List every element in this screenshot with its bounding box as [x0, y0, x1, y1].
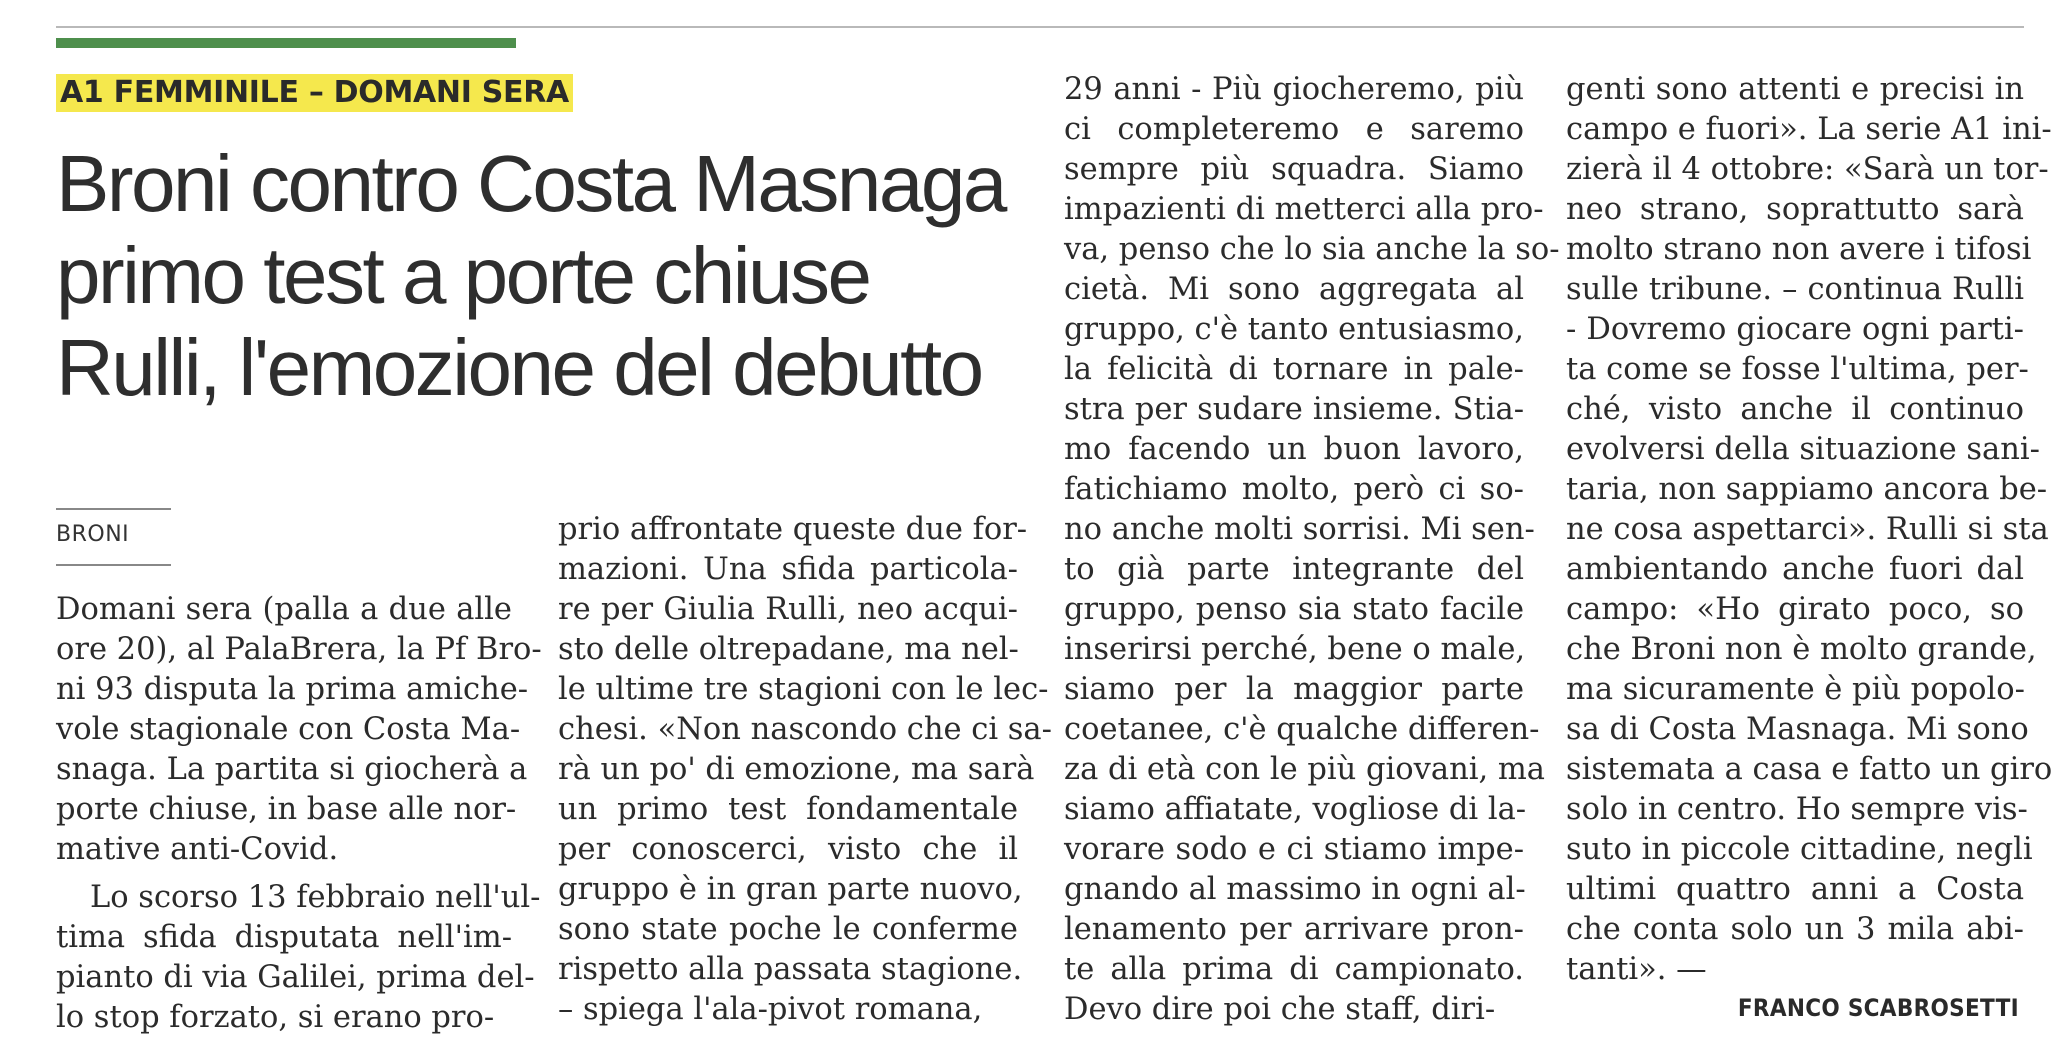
article-line: sempre più squadra. Siamo: [1064, 152, 1524, 187]
article-line: ne cosa aspettarci». Rulli si sta: [1566, 512, 2049, 547]
article-line: lenamento per arrivare pron-: [1064, 912, 1524, 947]
article-line: Domani sera (palla a due alle: [56, 592, 512, 627]
article-line: Devo dire poi che staff, diri-: [1064, 992, 1496, 1027]
headline-line: Broni contro Costa Masnaga: [56, 139, 1005, 228]
article-line: un primo test fondamentale: [558, 792, 1018, 827]
article-line: siamo affiatate, vogliose di la-: [1064, 792, 1527, 827]
article-line: prio affrontate queste due for-: [558, 512, 1028, 547]
article-line: Lo scorso 13 febbraio nell'ul-: [90, 880, 541, 915]
article-line: stra per sudare insieme. Stia-: [1064, 392, 1524, 427]
article-column-1: [56, 590, 542, 1038]
article-line: genti sono attenti e precisi in: [1566, 72, 2024, 107]
article-line: campo e fuori». La serie A1 ini-: [1566, 112, 2052, 147]
article-line: inserirsi perché, bene o male,: [1064, 632, 1526, 667]
article-line: ma sicuramente è più popolo-: [1566, 672, 2025, 707]
dateline-rule-top: [56, 508, 171, 510]
article-line: tima sfida disputata nell'im-: [56, 920, 512, 955]
article-line: gruppo, c'è tanto entusiasmo,: [1064, 312, 1524, 347]
article-line: gruppo, penso sia stato facile: [1064, 592, 1524, 627]
article-line: neo strano, soprattutto sarà: [1566, 192, 2024, 227]
article-line: vole stagionale con Costa Ma-: [56, 712, 521, 747]
article-line: campo: «Ho girato poco, so: [1566, 592, 2024, 627]
article-line: te alla prima di campionato.: [1064, 952, 1524, 987]
article-line: che Broni non è molto grande,: [1566, 632, 2037, 667]
article-line: taria, non sappiamo ancora be-: [1566, 472, 2048, 507]
article-line: molto strano non avere i tifosi: [1566, 232, 2032, 267]
article-line: 29 anni - Più giocheremo, più: [1064, 72, 1524, 107]
section-color-bar: [56, 38, 516, 48]
article-line: rà un po' di emozione, ma sarà: [558, 752, 1035, 787]
article-line: sistemata a casa e fatto un giro: [1566, 752, 2053, 787]
article-line: gruppo è in gran parte nuovo,: [558, 872, 1023, 907]
dateline-rule-bottom: [56, 564, 171, 566]
article-line: sulle tribune. – continua Rulli: [1566, 272, 2024, 307]
headline-line: Rulli, l'emozione del debutto: [56, 323, 982, 412]
article-line: zierà il 4 ottobre: «Sarà un tor-: [1566, 152, 2049, 187]
article-line: per conoscerci, visto che il: [558, 832, 1018, 867]
article-line: gnando al massimo in ogni al-: [1064, 872, 1526, 907]
headline: [56, 138, 1046, 414]
paragraph-gap: [56, 870, 512, 878]
article-line: snaga. La partita si giocherà a: [56, 752, 528, 787]
article-line: ultimi quattro anni a Costa: [1566, 872, 2024, 907]
article-line: le ultime tre stagioni con le lec-: [558, 672, 1049, 707]
article-line: ci completeremo e saremo: [1064, 112, 1524, 147]
article-line: la felicità di tornare in pale-: [1064, 352, 1524, 387]
article-column-3: [1064, 70, 1560, 1030]
article-line: mative anti-Covid.: [56, 832, 339, 867]
article-line: vorare sodo e ci stiamo impe-: [1064, 832, 1524, 867]
article-line: ché, visto anche il continuo: [1566, 392, 2024, 427]
article-line: re per Giulia Rulli, neo acqui-: [558, 592, 1018, 627]
article-line: porte chiuse, in base alle nor-: [56, 792, 517, 827]
article-line: evolversi della situazione sani-: [1566, 432, 2040, 467]
article-column-4: [1566, 70, 2053, 990]
article-line: mazioni. Una sfida particola-: [558, 552, 1018, 587]
article-line: che conta solo un 3 mila abi-: [1566, 912, 2024, 947]
article-line: rispetto alla passata stagione.: [558, 952, 1023, 987]
article-line: ta come se fosse l'ultima, per-: [1566, 352, 2029, 387]
article-line: siamo per la maggior parte: [1064, 672, 1524, 707]
article-line: za di età con le più giovani, ma: [1064, 752, 1545, 787]
article-line: solo in centro. Ho sempre vis-: [1566, 792, 2028, 827]
author-byline: FRANCO SCABROSETTI: [1737, 994, 2019, 1022]
top-rule: [56, 26, 2024, 28]
article-line: coetanee, c'è qualche differen-: [1064, 712, 1540, 747]
article-line: – spiega l'ala-pivot romana,: [558, 992, 983, 1027]
article-line: suto in piccole cittadine, negli: [1566, 832, 2033, 867]
article-line: chesi. «Non nascondo che ci sa-: [558, 712, 1052, 747]
article-line: sa di Costa Masnaga. Mi sono: [1566, 712, 2029, 747]
article-line: sono state poche le conferme: [558, 912, 1018, 947]
article-line: - Dovremo giocare ogni parti-: [1566, 312, 2024, 347]
article-line: impazienti di metterci alla pro-: [1064, 192, 1544, 227]
article-line: va, penso che lo sia anche la so-: [1064, 232, 1560, 267]
article-line: tanti». —: [1566, 952, 1707, 987]
article-line: to già parte integrante del: [1064, 552, 1524, 587]
headline-line: primo test a porte chiuse: [56, 231, 870, 320]
article-line: lo stop forzato, si erano pro-: [56, 1000, 495, 1035]
article-line: sto delle oltrepadane, ma nel-: [558, 632, 1019, 667]
article-line: cietà. Mi sono aggregata al: [1064, 272, 1524, 307]
article-line: ore 20), al PalaBrera, la Pf Bro-: [56, 632, 542, 667]
article-line: fatichiamo molto, però ci so-: [1064, 472, 1524, 507]
article-column-2: [558, 510, 1052, 1030]
kicker-label: A1 FEMMINILE – DOMANI SERA: [56, 74, 573, 112]
article-line: pianto di via Galilei, prima del-: [56, 960, 535, 995]
article-line: mo facendo un buon lavoro,: [1064, 432, 1524, 467]
article-line: no anche molti sorrisi. Mi sen-: [1064, 512, 1535, 547]
article-line: ni 93 disputa la prima amiche-: [56, 672, 529, 707]
article-line: ambientando anche fuori dal: [1566, 552, 2024, 587]
dateline: BRONI: [56, 522, 130, 547]
